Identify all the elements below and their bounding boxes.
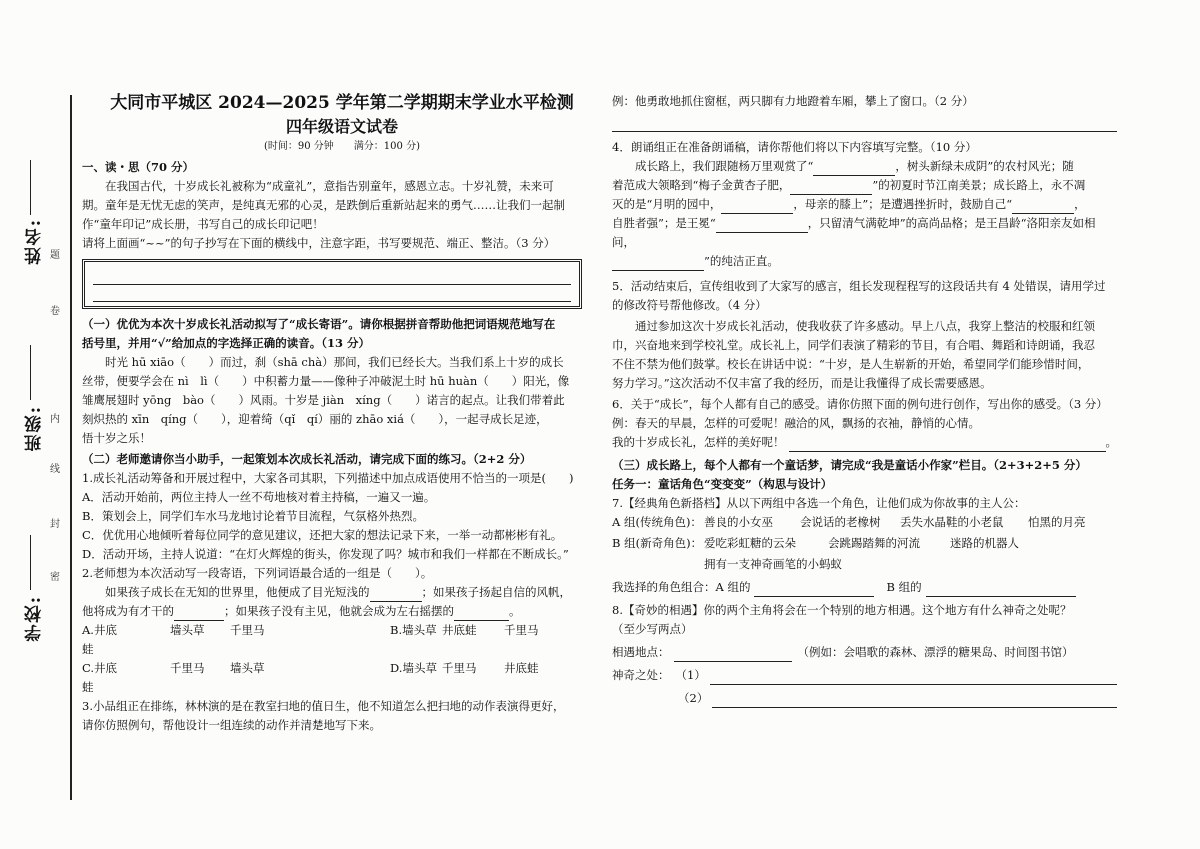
- recite-text: 自胜者强”；是王冕“: [612, 216, 716, 230]
- question-3: 3.小品组正在排练，林林演的是在教室扫地的值日生，他不知道怎么把扫地的动作表演得更好，: [82, 699, 565, 713]
- copy-writing-box[interactable]: [82, 259, 582, 309]
- character-option[interactable]: 会说话的老橡树: [800, 515, 881, 529]
- class-label: 班级:: [25, 405, 45, 452]
- seal-char: 内: [50, 414, 60, 425]
- magic-row-2: [612, 689, 1117, 708]
- q2-text: ；如果孩子没有主见，他就会成为左右摇摆的: [224, 604, 454, 618]
- q3-example: 例：他勇敢地抓住窗框，两只脚有力地蹬着车厢，攀上了窗口。（2 分）: [612, 94, 974, 108]
- intro-line: 在我国古代，十岁成长礼被称为“成童礼”，意指告别童年，感恩立志。十岁礼赞，未来可: [105, 179, 554, 193]
- q2-option-word: 千里马: [170, 661, 205, 675]
- answer-blank[interactable]: [716, 232, 808, 233]
- part1-title: （一）优优为本次十岁成长礼活动拟写了“成长寄语”。请你根据拼音帮助他把词语规范地写在: [82, 317, 556, 331]
- name-label: 姓名:: [25, 218, 45, 265]
- q2-options: [82, 621, 582, 659]
- meet-label: 相遇地点：: [612, 645, 670, 659]
- recite-text: ”的初夏时节江南美景；成长路上，永不凋: [872, 178, 1086, 192]
- q8-note: （至少写两点）: [612, 622, 693, 636]
- writing-line[interactable]: [93, 268, 571, 285]
- class-field-line: [30, 345, 31, 400]
- recite-text: ，树头新绿未成阴”的农村风光；随: [895, 159, 1074, 173]
- recite-text: ，: [1074, 197, 1086, 211]
- group-a-row: [612, 513, 1117, 532]
- choice-b-label: B 组的: [886, 580, 922, 594]
- pinyin-line: 时光 hū xiāo（ ）而过，刹（shā chà）那间，我们已经长大。当我们系上十岁的成长: [105, 355, 564, 369]
- q6-prompt: 我的十岁成长礼，怎样的美好呢！: [612, 435, 785, 449]
- magic-row-1: [612, 666, 1117, 685]
- exam-meta: (时间：90 分钟 满分：100 分): [264, 141, 420, 152]
- option-b[interactable]: B．策划会上，同学们车水马龙地讨论着节目流程，气氛格外热烈。: [82, 509, 424, 523]
- binding-divider: [70, 95, 72, 800]
- q2-option-word: 井底蛙: [504, 661, 539, 675]
- question-2: 2.老师想为本次活动写一段寄语，下列词语最合适的一组是（ ）。: [82, 566, 433, 580]
- name-field-line: [30, 160, 31, 215]
- seal-char: 密: [50, 572, 60, 583]
- recite-line: [612, 176, 1117, 195]
- answer-line[interactable]: [712, 693, 1117, 708]
- right-column: [612, 92, 1117, 708]
- option-d[interactable]: D．活动开场，主持人说道：“在灯火辉煌的街头，你发现了吗？城市和我们一样都在不断成长。”: [82, 547, 569, 561]
- group-b-label: B 组(新奇角色)：: [612, 536, 703, 550]
- section-heading: 一、读・思（70 分）: [82, 160, 195, 174]
- question-1: 1.成长礼活动筹备和开展过程中，大家各司其职，下列描述中加点成语使用不恰当的一项是( ): [82, 471, 574, 485]
- q2-option[interactable]: D.墙头草: [390, 661, 437, 675]
- magic-item-number: （1）: [675, 668, 706, 682]
- question-5: 的修改符号帮他修改。（4 分）: [612, 298, 767, 312]
- passage-line: 通过参加这次十岁成长礼活动，使我收获了许多感动。早上八点，我穿上整洁的校服和红领: [635, 319, 1095, 333]
- school-label: 学校:: [25, 595, 45, 642]
- pinyin-line: 刻炽热的 xīn qíng（ ），迎着绮（qǐ qí）丽的 zhāo xiá（ ），一起寻成长足迹，: [82, 412, 548, 426]
- question-6: 6．关于“成长”，每个人都有自己的感受。请你仿照下面的例句进行创作，写出你的感受。（3 分）: [612, 397, 1108, 411]
- recite-text: ，只留清气满乾坤”的高尚品格；是王昌龄“洛阳亲友如相问，: [612, 216, 1096, 249]
- q2-passage: 他将成为有才干的 ；如果孩子没有主见，他就会成为左右摇摆的 。: [82, 602, 582, 621]
- answer-line[interactable]: [710, 670, 1117, 685]
- character-option[interactable]: 拥有一支神奇画笔的小蚂蚁: [704, 557, 842, 571]
- q2-option-word: 墙头草: [170, 623, 205, 637]
- group-a-choice-blank[interactable]: [754, 596, 874, 597]
- q2-option[interactable]: C.井底蛙: [82, 661, 118, 694]
- q2-option-word: 井底蛙: [442, 623, 477, 637]
- answer-line[interactable]: [612, 117, 1117, 132]
- q2-option-word: 千里马: [230, 623, 265, 637]
- writing-line[interactable]: [93, 285, 571, 302]
- intro-line: 作“童年印记”成长册，书写自己的成长印记吧！: [82, 217, 324, 231]
- q2-option-word: 千里马: [442, 661, 477, 675]
- question-8: 8.【奇妙的相遇】你的两个主角将会在一个特别的地方相遇。这个地方有什么神奇之处呢？: [612, 603, 1072, 617]
- q2-text: 如果孩子成长在无知的世界里，他便成了目光短浅的: [105, 585, 370, 599]
- pinyin-line: 悟十岁之乐！: [82, 431, 151, 445]
- magic-item-number: （2）: [678, 691, 709, 705]
- seal-char: 封: [50, 519, 60, 530]
- group-b-row: [612, 534, 1117, 553]
- character-option[interactable]: 善良的小女巫: [704, 515, 773, 529]
- character-option[interactable]: 怕黑的月亮: [1028, 515, 1086, 529]
- recite-text: 灭的是“月明的园中，: [612, 197, 722, 211]
- question-4: 4．朗诵组正在准备朗诵稿，请你帮他们将以下内容填写完整。（10 分）: [612, 140, 977, 154]
- q2-options: [82, 659, 582, 697]
- choice-row: [612, 578, 1117, 597]
- question-3: 请你仿照例句，帮他设计一组连续的动作并清楚地写下来。: [82, 718, 381, 732]
- character-option[interactable]: 爱吃彩虹糖的云朵: [704, 536, 796, 550]
- exam-subtitle: 四年级语文试卷: [285, 117, 398, 136]
- recite-text: 着范成大领略到“梅子金黄杏子肥，: [612, 178, 791, 192]
- pinyin-line: 丝带，便要学会在 nì lì（ ）中积蓄力量——像种子冲破泥土时 hū huàn（ ）阳光，像: [82, 374, 570, 388]
- option-c[interactable]: C．优优用心地倾听着每位同学的意见建议，还把大家的想法记录下来，一举一动都彬彬有礼。: [82, 528, 563, 542]
- option-a[interactable]: A．活动开始前，两位主持人一丝不苟地核对着主持稿，一遍又一遍。: [82, 490, 436, 504]
- q2-passage: [82, 583, 582, 602]
- intro-line: 期。童年是无忧无虑的笑声，是纯真无邪的心灵，是跌倒后重新站起来的勇气……让我们一起制: [82, 198, 565, 212]
- copy-instruction: 请将上面画“~~”的句子抄写在下面的横线中，注意字距，书写要规范、端正、整洁。（3 分）: [82, 236, 556, 250]
- question-7: 7.【经典角色新搭档】从以下两组中各选一个角色，让他们成为你故事的主人公：: [612, 496, 1026, 510]
- left-column: [82, 92, 582, 735]
- character-option[interactable]: 迷路的机器人: [950, 536, 1019, 550]
- group-a-label: A 组(传统角色)：: [612, 515, 702, 529]
- part2-title: （二）老师邀请你当小助手，一起策划本次成长礼活动，请完成下面的练习。（2+2 分）: [82, 452, 532, 466]
- q2-text: 他将成为有才干的: [82, 604, 174, 618]
- recite-text: ”的纯洁正直。: [704, 254, 779, 268]
- q2-option-word: 墙头草: [230, 661, 265, 675]
- pinyin-line: 雏鹰展翅时 yōng bào（ ）风雨。十岁是 jiàn xíng（ ）诺言的起点。让我们带着此: [82, 393, 565, 407]
- choice-prompt: 我选择的角色组合：A 组的: [612, 580, 751, 594]
- answer-line[interactable]: [789, 437, 1106, 452]
- character-option[interactable]: 会跳踢踏舞的河流: [828, 536, 920, 550]
- recite-line: [612, 252, 1117, 271]
- recite-line: [612, 214, 1117, 252]
- question-5: 5．活动结束后，宣传组收到了大家写的感言，组长发现程程写的这段话共有 4 处错误，请用学过: [612, 279, 1106, 293]
- seal-char: 题: [50, 250, 60, 261]
- recite-text: 成长路上，我们跟随杨万里观赏了“: [635, 159, 814, 173]
- character-option[interactable]: 丢失水晶鞋的小老鼠: [900, 515, 1004, 529]
- magic-label: 神奇之处：: [612, 668, 670, 682]
- recite-line: [612, 195, 1117, 214]
- task-1-heading: 任务一：童话角色“变变变”（构思与设计）: [612, 477, 833, 491]
- recite-line: [612, 157, 1117, 176]
- q2-option-word: 千里马: [504, 623, 539, 637]
- q2-option[interactable]: B.墙头草: [390, 623, 437, 637]
- binding-strip: [0, 0, 70, 849]
- passage-line: 努力学习。”这次活动不仅丰富了我的经历，而是让我懂得了成长需要感恩。: [612, 376, 992, 390]
- exam-title: 大同市平城区 2024—2025 学年第二学期期末学业水平检测: [110, 93, 574, 113]
- meet-example: （例如：会唱歌的森林、漂浮的糖果岛、时间图书馆）: [797, 645, 1074, 659]
- q2-text: ；如果孩子扬起自信的风帆，: [421, 585, 571, 599]
- seal-char: 卷: [50, 306, 60, 317]
- recite-text: ，母亲的膝上”；是遭遇挫折时，鼓励自己“: [793, 197, 1013, 211]
- q6-example: 例：春天的早晨，怎样的可爱呢！融洽的风，飘扬的衣袖，静悄的心情。: [612, 416, 980, 430]
- meet-blank[interactable]: [674, 661, 792, 662]
- passage-line: 巾，兴奋地来到学校礼堂。成长礼上，同学们表演了精彩的节目，有合唱、舞蹈和诗朗诵，我忍: [612, 338, 1095, 352]
- part1-title: 括号里，并用“√”给加点的字选择正确的读音。（13 分）: [82, 336, 371, 350]
- passage-line: 不住不禁为他们鼓掌。校长在讲话中说：“十岁，是人生崭新的开始，希望同学们能珍惜时间，: [612, 357, 1090, 371]
- seal-char: 线: [50, 464, 60, 475]
- q2-option[interactable]: A.井底蛙: [82, 623, 117, 656]
- part3-title: （三）成长路上，每个人都有一个童话梦，请完成“我是童话小作家”栏目。（2+3+2+5 分）: [612, 458, 1087, 472]
- q6-answer-row: 我的十岁成长礼，怎样的美好呢！ 。: [612, 433, 1117, 452]
- meet-row: [612, 643, 1117, 662]
- answer-blank[interactable]: [612, 270, 704, 271]
- school-field-line: [30, 535, 31, 590]
- group-b-choice-blank[interactable]: [926, 596, 1076, 597]
